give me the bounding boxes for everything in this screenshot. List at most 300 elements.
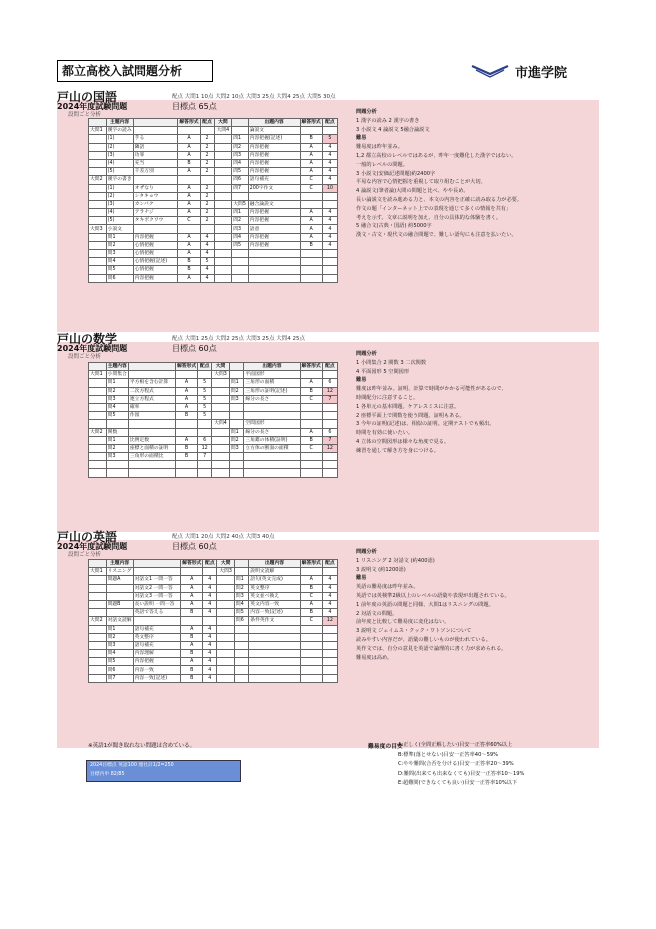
note-line: 英語では英検準2級以上のレベルの語彙や表現が出題されている。 (356, 592, 510, 599)
table-cell: 大問3 (217, 568, 235, 576)
table-cell: 4 (203, 584, 217, 592)
note-line: 4 平面図形 5 空間図形 (356, 368, 410, 375)
analysis-subtitle: 設問ごと分析 (68, 354, 102, 360)
table-cell: 作図 (128, 412, 175, 420)
table-cell (322, 412, 337, 420)
table-cell: 2 (200, 217, 214, 225)
table-row (89, 600, 338, 608)
table-cell: 内容把握 (133, 274, 178, 282)
table-cell (89, 151, 107, 159)
table-cell: B (300, 241, 322, 249)
table-cell: 12 (322, 617, 337, 625)
table-cell (322, 274, 337, 282)
table-cell (214, 176, 232, 184)
table-cell: 問1 (229, 379, 244, 387)
table-cell (232, 258, 248, 266)
table-header-cell: 解答形式 (301, 120, 321, 126)
question-table (88, 118, 338, 283)
table-cell (300, 633, 322, 641)
table-cell: A (300, 600, 322, 608)
table-cell: 対話文読解 (107, 618, 132, 624)
table-cell: 4 (200, 266, 214, 274)
table-cell: 10 (322, 184, 337, 192)
target-box-line1: 2024目標点 英語100 理社計1/2=250 (90, 763, 174, 768)
table-cell (322, 469, 337, 477)
table-cell (89, 412, 107, 420)
legend-item: C:やや難問(合否を分ける)目安一正答率20〜39% (398, 761, 514, 767)
note-line: 2 座標平面上で関数を使う問題。証明もある。 (356, 412, 465, 419)
table-cell (200, 176, 214, 184)
table-row (89, 412, 338, 420)
table-cell: C (300, 444, 322, 452)
table-cell: A (178, 274, 200, 282)
table-cell (229, 461, 244, 469)
table-cell: 問7 (232, 184, 248, 192)
table-cell (217, 650, 235, 658)
table-cell (234, 658, 248, 666)
table-cell: 4 (322, 151, 337, 159)
table-cell (300, 371, 322, 379)
table-cell (214, 135, 232, 143)
table-cell: A (181, 658, 203, 666)
table-cell: 内容一致(記述) (133, 674, 181, 682)
table-cell: 6 (322, 379, 337, 387)
table-cell: 4 (200, 250, 214, 258)
table-cell: 充当 (133, 159, 178, 167)
table-cell: 4 (203, 576, 217, 584)
table-cell (212, 469, 230, 477)
table-cell: 2 (200, 135, 214, 143)
table-cell: A (178, 151, 200, 159)
table-cell: 4 (322, 592, 337, 600)
table-cell (234, 650, 248, 658)
table-row (89, 143, 338, 151)
table-cell: カンバク (133, 200, 178, 208)
note-line: 英作文では、自分の意見を英語で論理的に書く力が求められる。 (356, 645, 507, 652)
table-cell: C (178, 217, 200, 225)
table-cell (89, 379, 107, 387)
table-cell: A (178, 250, 200, 258)
table-header-cell: 主題内容 (106, 560, 133, 568)
table-cell: 問1 (232, 209, 248, 217)
note-line: 長い論説文を読み進める力と、本文の内容を正確に読み取る力が必要。 (356, 196, 523, 203)
legend-item: A:正しく(全問正解したい)目安一正答率60%以上 (398, 742, 513, 748)
table-header-cell: 配点 (198, 363, 212, 371)
table-cell: B (175, 412, 197, 420)
table-cell: 問3 (106, 395, 128, 403)
table-row (89, 469, 338, 477)
table-cell (322, 453, 337, 461)
table-cell: 漢字の読み (107, 128, 132, 134)
table-cell: 4 (203, 633, 217, 641)
table-cell: 5 (322, 135, 337, 143)
table-cell (133, 176, 178, 184)
table-cell (175, 371, 197, 379)
table-cell: 確率 (128, 403, 175, 411)
table-cell: 2 (200, 159, 214, 167)
note-line: 問題分析 (356, 351, 377, 357)
table-cell (89, 666, 107, 674)
table-cell: 7 (322, 395, 337, 403)
table-cell: A (178, 233, 200, 241)
table-cell: 問2 (106, 633, 133, 641)
table-cell: A (178, 135, 200, 143)
table-cell (217, 625, 235, 633)
table-cell: 大問1 (89, 127, 107, 135)
table-cell: B (300, 135, 322, 143)
table-cell (89, 420, 107, 428)
table-cell: 心情把握 (133, 250, 178, 258)
table-cell (89, 469, 107, 477)
note-line: 4 論説文(筆者論)大問の問題と比べ、やや長め。 (356, 188, 469, 195)
table-cell (106, 609, 133, 617)
table-cell (234, 674, 248, 682)
table-cell (248, 250, 300, 258)
table-row (89, 217, 338, 225)
note-line: 3 説明文 ジェイムス・クック・ワトソンについて (356, 628, 472, 635)
note-line: 2 対話文の問題。 (356, 610, 398, 617)
table-cell (244, 412, 300, 420)
table-cell (214, 159, 232, 167)
table-header (89, 363, 338, 371)
table-cell (249, 674, 300, 682)
table-cell: C (300, 617, 322, 625)
table-cell: 問6 (234, 617, 248, 625)
table-cell: 内容把握 (248, 233, 300, 241)
table-cell (181, 568, 203, 576)
table-cell: 12 (198, 444, 212, 452)
section-title: 戸山の英語 (57, 530, 118, 544)
table-cell: C (300, 395, 322, 403)
table-cell (89, 633, 107, 641)
table-cell: 問1 (106, 233, 133, 241)
note-line: 英語の難易度は昨年並み。 (356, 584, 419, 591)
note-line: 難度は昨年並み。証明、計算で時間がかかる可能性があるので、 (356, 386, 507, 393)
table-cell (249, 658, 300, 666)
table-cell: (5) (106, 217, 133, 225)
table-cell: (5) (106, 168, 133, 176)
table-cell: A (300, 225, 322, 233)
section-title: 戸山の国語 (57, 90, 118, 104)
table-cell (133, 568, 181, 576)
table-cell (229, 469, 244, 477)
table-cell (200, 127, 214, 135)
table-cell (248, 266, 300, 274)
table-cell (214, 225, 232, 233)
table-row (89, 266, 338, 274)
table-cell: A (181, 600, 203, 608)
note-line: 時間配分に注意すること。 (356, 394, 419, 401)
table-row (89, 453, 338, 461)
table-cell (89, 453, 107, 461)
table-cell: A (181, 625, 203, 633)
table-cell (234, 666, 248, 674)
table-cell: 問題A (106, 576, 133, 584)
table-cell: (1) (106, 184, 133, 192)
table-cell: 4 (203, 625, 217, 633)
table-header-cell: 解答形式 (176, 364, 197, 370)
brand-logo-icon (470, 62, 510, 80)
table-cell (89, 135, 107, 143)
table-cell: 4 (322, 176, 337, 184)
table-cell (89, 387, 107, 395)
table-cell (128, 420, 175, 428)
note-line: 問題分析 (356, 109, 377, 115)
table-cell: A (181, 592, 203, 600)
table-cell (217, 576, 235, 584)
table-cell: リスニング (107, 569, 132, 575)
table-cell: 4 (322, 241, 337, 249)
table-cell: 線分の長さ (244, 428, 300, 436)
table-cell (322, 258, 337, 266)
table-cell: A (178, 143, 200, 151)
note-line: 時間を有効に使いたい。 (356, 430, 414, 437)
table-cell: C (300, 176, 322, 184)
table-cell: 問4 (234, 600, 248, 608)
table-cell: 問4 (106, 650, 133, 658)
table-cell: A (300, 168, 322, 176)
table-cell: 内容一致(記述) (249, 609, 300, 617)
table-cell (322, 250, 337, 258)
table-cell (89, 233, 107, 241)
table-cell: 空間図形 (244, 420, 300, 428)
table-cell (128, 371, 175, 379)
table-cell: A (175, 387, 197, 395)
table-cell (89, 403, 107, 411)
table-cell (244, 461, 300, 469)
table-cell: 問1 (106, 436, 128, 444)
table-cell (249, 641, 300, 649)
table-cell: 問4 (232, 159, 248, 167)
table-cell: 大問3 (212, 371, 230, 379)
table-cell: 内容把握 (248, 217, 300, 225)
table-cell (300, 650, 322, 658)
note-line: 1 漢字の読み 2 漢字の書き (356, 117, 420, 124)
table-cell (106, 461, 128, 469)
table-cell (89, 168, 107, 176)
table-cell: 4 (203, 674, 217, 682)
table-cell (89, 625, 107, 633)
table-cell (322, 266, 337, 274)
table-cell: 問3 (106, 641, 133, 649)
table-cell: A (300, 159, 322, 167)
table-cell (300, 625, 322, 633)
table-cell (133, 225, 178, 233)
table-cell (300, 420, 322, 428)
table-cell (89, 641, 107, 649)
table-row (89, 184, 338, 192)
table-cell: 条件英作文 (249, 617, 300, 625)
table-cell: 比例定数 (128, 436, 175, 444)
note-line: 3 小説文(安価記述問題)約2400字 (356, 170, 436, 177)
note-line: 難易 (356, 377, 367, 384)
table-cell: 内容把握 (248, 168, 300, 176)
table-cell: 2 (200, 184, 214, 192)
table-cell (217, 609, 235, 617)
table-header-cell (89, 119, 107, 127)
brand-name: 市進学院 (515, 66, 568, 81)
table-cell: B (178, 258, 200, 266)
table-cell: 4 (203, 666, 217, 674)
legend-item: E:超難問(できなくても良い)目安一正答率10%以下 (398, 780, 518, 786)
target-score: 目標点 60点 (172, 542, 217, 551)
table-cell: 問3 (229, 395, 244, 403)
table-cell: A (300, 151, 322, 159)
table-cell: アラナジ (133, 209, 178, 217)
table-header-cell: 大問 (212, 363, 230, 371)
table-cell: 内容把握 (248, 151, 300, 159)
table-cell (175, 461, 197, 469)
table-cell (322, 420, 337, 428)
table-row (89, 674, 338, 682)
table-row (89, 258, 338, 266)
note-line: 前年度と比較して難易度に変化はない。 (356, 619, 450, 626)
table-cell: 問4 (106, 258, 133, 266)
table-cell: 7 (198, 453, 212, 461)
exam-year: 2024年度試験問題 (57, 102, 128, 111)
table-row (89, 633, 338, 641)
score-allocation: 配点 大問1 25点 大問2 25点 大問3 25点 大問4 25点 (172, 336, 305, 342)
table-cell (212, 436, 230, 444)
table-cell: 問1 (106, 379, 128, 387)
table-cell: 心情把握(記述) (133, 258, 178, 266)
table-cell (300, 453, 322, 461)
table-cell: 座標と面積の証明 (128, 444, 175, 452)
table-cell (214, 241, 232, 249)
table-cell (232, 192, 248, 200)
table-cell: (4) (106, 209, 133, 217)
table-cell: 大問3 (89, 225, 107, 233)
table-cell: シタキョウ (133, 192, 178, 200)
table-cell (203, 568, 217, 576)
table-cell (249, 650, 300, 658)
table-cell: A (300, 233, 322, 241)
table-cell (234, 625, 248, 633)
table-cell (248, 192, 300, 200)
table-cell (248, 258, 300, 266)
table-cell: 内容把握 (248, 209, 300, 217)
table-cell: 問2 (106, 241, 133, 249)
table-cell (89, 217, 107, 225)
table-cell: A (178, 200, 200, 208)
table-header (89, 119, 338, 127)
note-line: 1,2 都立高校のレベルではあるが、昨年一度難化した漢字ではない。 (356, 152, 517, 159)
table-cell: 2 (200, 151, 214, 159)
table-cell (229, 371, 244, 379)
note-line: 難易 (356, 135, 367, 142)
table-cell: 平面図形 (244, 371, 300, 379)
table-cell (232, 250, 248, 258)
table-cell (322, 625, 337, 633)
table-cell (300, 674, 322, 682)
table-row (89, 225, 338, 233)
table-cell: 12 (322, 444, 337, 452)
table-cell: 内容把握(記述) (248, 135, 300, 143)
table-cell: B (175, 444, 197, 452)
table-cell: 三角形の証明(記述) (244, 387, 300, 395)
table-cell (89, 436, 107, 444)
analysis-notes (356, 548, 596, 662)
table-cell: 4 (322, 159, 337, 167)
table-cell: B (300, 387, 322, 395)
note-line: 難易度は高め。 (356, 654, 393, 661)
table-cell: 三角形の面積 (244, 379, 300, 387)
table-header-cell: 大問 (217, 560, 235, 568)
table-cell (322, 641, 337, 649)
table-cell (212, 395, 230, 403)
table-cell (89, 395, 107, 403)
table-cell (212, 444, 230, 452)
table-cell (89, 184, 107, 192)
table-cell (322, 568, 337, 576)
table-cell (300, 469, 322, 477)
difficulty-legend (398, 741, 524, 789)
table-cell (229, 453, 244, 461)
table-cell: A (181, 584, 203, 592)
table-cell: 問3 (232, 225, 248, 233)
table-cell (300, 266, 322, 274)
table-cell (212, 453, 230, 461)
table-cell (128, 469, 175, 477)
table-row (89, 371, 338, 379)
table-cell: 対話文3 一問一答 (133, 592, 181, 600)
table-cell: 問5 (106, 266, 133, 274)
table-cell: 英文内容一致 (249, 600, 300, 608)
table-cell (89, 592, 107, 600)
analysis-notes (356, 350, 596, 456)
table-cell: 4 (322, 233, 337, 241)
table-cell (89, 650, 107, 658)
table-cell (322, 674, 337, 682)
target-score: 目標点 65点 (172, 102, 217, 111)
table-cell (106, 592, 133, 600)
table-cell: 大問5 (232, 200, 248, 208)
section-title: 戸山の数学 (57, 332, 118, 346)
table-row (89, 176, 338, 184)
note-line: 3 小説文 4 論説文 5融合論説文 (356, 126, 430, 133)
table-cell: 英文並べ換え (249, 592, 300, 600)
table-cell: 問6 (106, 274, 133, 282)
table-cell (198, 420, 212, 428)
table-cell: 問5 (106, 658, 133, 666)
target-box-line2: 目標内申 82/85 (90, 772, 125, 777)
table-cell: 英文整序 (249, 584, 300, 592)
exam-year: 2024年度試験問題 (57, 542, 128, 551)
table-header-cell: 大問 (214, 119, 232, 127)
table-cell: 4 (200, 233, 214, 241)
score-allocation: 配点 大問1 10点 大問2 10点 大問3 25点 大問4 25点 大問5 30点 (172, 94, 336, 100)
table-cell (300, 274, 322, 282)
table-row (89, 609, 338, 617)
table-cell: 漢字の書き (107, 177, 132, 183)
table-cell: 問3 (229, 444, 244, 452)
table-cell: 問2 (106, 444, 128, 452)
table-cell (232, 127, 248, 135)
table-header-cell (133, 560, 181, 568)
table-cell (232, 274, 248, 282)
table-cell: 英語で答える (133, 609, 181, 617)
table-cell: (2) (106, 192, 133, 200)
analysis-subtitle: 設問ごと分析 (68, 552, 102, 558)
table-cell (106, 584, 133, 592)
table-cell: 問2 (229, 436, 244, 444)
table-cell: A (181, 641, 203, 649)
table-cell: タキボクワウ (133, 217, 178, 225)
table-cell: 5 (198, 412, 212, 420)
table-cell: C (300, 184, 322, 192)
table-header-cell (229, 363, 244, 371)
table-cell: 4 (322, 576, 337, 584)
